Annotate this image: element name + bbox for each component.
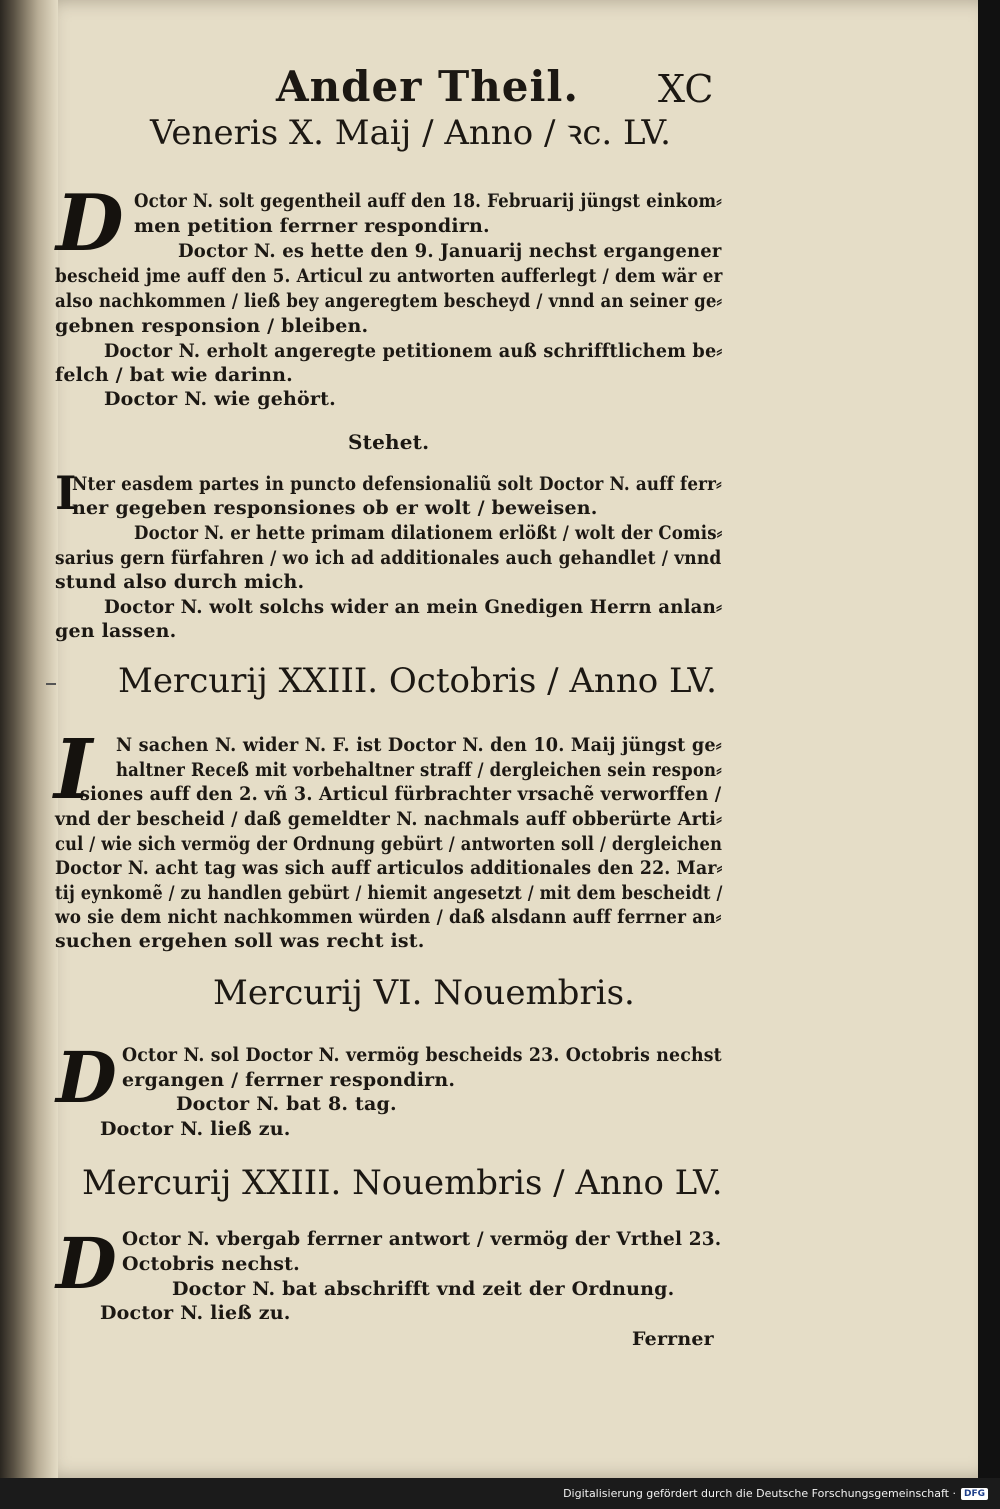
text-line: ergangen / ferrner respondirn. (122, 1069, 456, 1091)
initial-letter: D (56, 1222, 117, 1305)
text-line: Nter easdem partes in puncto defensionaliũ solt Doctor N. auff ferr⸗ (72, 473, 722, 495)
scan-border-right (978, 0, 1000, 1509)
funding-notice (563, 1487, 988, 1500)
text-line: also nachkommen / ließ bey angeregtem bescheyd / vnnd an seiner ge⸗ (55, 290, 723, 312)
text-line: felch / bat wie darinn. (55, 364, 293, 386)
text-line: Doctor N. wolt solchs wider an mein Gnedigen Herrn anlan⸗ (104, 596, 723, 618)
section-heading: Mercurij XXIII. Octobris / Anno LV. (118, 661, 717, 701)
text-line: gebnen responsion / bleiben. (55, 315, 369, 337)
text-line: bescheid jme auff den 5. Articul zu antworten aufferlegt / dem wär er (55, 265, 723, 287)
text-line: Doctor N. bat 8. tag. (176, 1093, 397, 1115)
text-line: wo sie dem nicht nachkommen würden / daß alsdann auff ferrner an⸗ (55, 906, 722, 928)
text-line: Doctor N. ließ zu. (100, 1118, 291, 1140)
text-line: stund also durch mich. (55, 571, 305, 593)
initial-letter: D (56, 178, 124, 269)
text-line: Doctor N. ließ zu. (100, 1302, 291, 1324)
text-line: Octor N. vbergab ferrner antwort / vermög der Vrthel 23. (122, 1228, 722, 1250)
section-heading: Veneris X. Maij / Anno / ꝛc. LV. (150, 113, 671, 153)
text-line: Doctor N. bat abschrifft vnd zeit der Ordnung. (172, 1278, 675, 1300)
text-line: haltner Receß mit vorbehaltner straff / dergleichen sein respon⸗ (116, 759, 722, 781)
section-heading: Mercurij XXIII. Nouembris / Anno LV. (82, 1163, 723, 1203)
page-gutter (0, 0, 58, 1478)
text-line: men petition ferrner respondirn. (134, 215, 490, 237)
text-line: tij eynkomẽ / zu handlen gebürt / hiemit angesetzt / mit dem bescheidt / (55, 882, 723, 904)
text-line: sarius gern fürfahren / wo ich ad additionales auch gehandlet / vnnd (55, 547, 722, 569)
text-line: Octor N. sol Doctor N. vermög bescheids 23. Octobris nechst (122, 1044, 722, 1066)
running-title: Ander Theil. (276, 62, 580, 111)
section-heading: Stehet. (348, 430, 430, 454)
text-line: suchen ergehen soll was recht ist. (55, 930, 425, 952)
text-line: cul / wie sich vermög der Ordnung gebürt / antworten soll / dergleichen (55, 833, 723, 855)
initial-letter: D (56, 1036, 117, 1119)
catchword: Ferrner (632, 1328, 714, 1350)
initial-letter: I (55, 466, 77, 520)
initial-letter: I (54, 722, 93, 818)
text-line: Octobris nechst. (122, 1253, 300, 1275)
funding-text: Digitalisierung gefördert durch die Deutsche Forschungsgemeinschaft · (563, 1487, 956, 1500)
text-line: gen lassen. (55, 620, 177, 642)
text-line: Doctor N. erholt angeregte petitionem auß schrifftlichem be⸗ (104, 340, 723, 362)
text-line: N sachen N. wider N. F. ist Doctor N. den 10. Maij jüngst ge⸗ (116, 734, 722, 756)
text-line: siones auff den 2. vñ 3. Articul fürbrachter vrsachẽ verworffen / (80, 783, 722, 805)
text-line: Doctor N. wie gehört. (104, 388, 336, 410)
text-line: ner gegeben responsiones ob er wolt / beweisen. (72, 497, 598, 519)
text-line: Doctor N. es hette den 9. Januarij nechst ergangener (178, 240, 722, 262)
text-line: vnd der bescheid / daß gemeldter N. nachmals auff obberürte Arti⸗ (55, 808, 723, 830)
text-line: Doctor N. er hette primam dilationem erlößt / wolt der Comis⸗ (134, 522, 723, 544)
text-line: Doctor N. acht tag was sich auff articulos additionales den 22. Mar⸗ (55, 857, 723, 879)
margin-mark (46, 683, 56, 685)
text-line: Octor N. solt gegentheil auff den 18. Februarij jüngst einkom⸗ (134, 190, 722, 212)
dfg-logo-icon: DFG (961, 1488, 988, 1500)
folio-number: XC (658, 67, 714, 111)
section-heading: Mercurij VI. Nouembris. (213, 973, 635, 1013)
